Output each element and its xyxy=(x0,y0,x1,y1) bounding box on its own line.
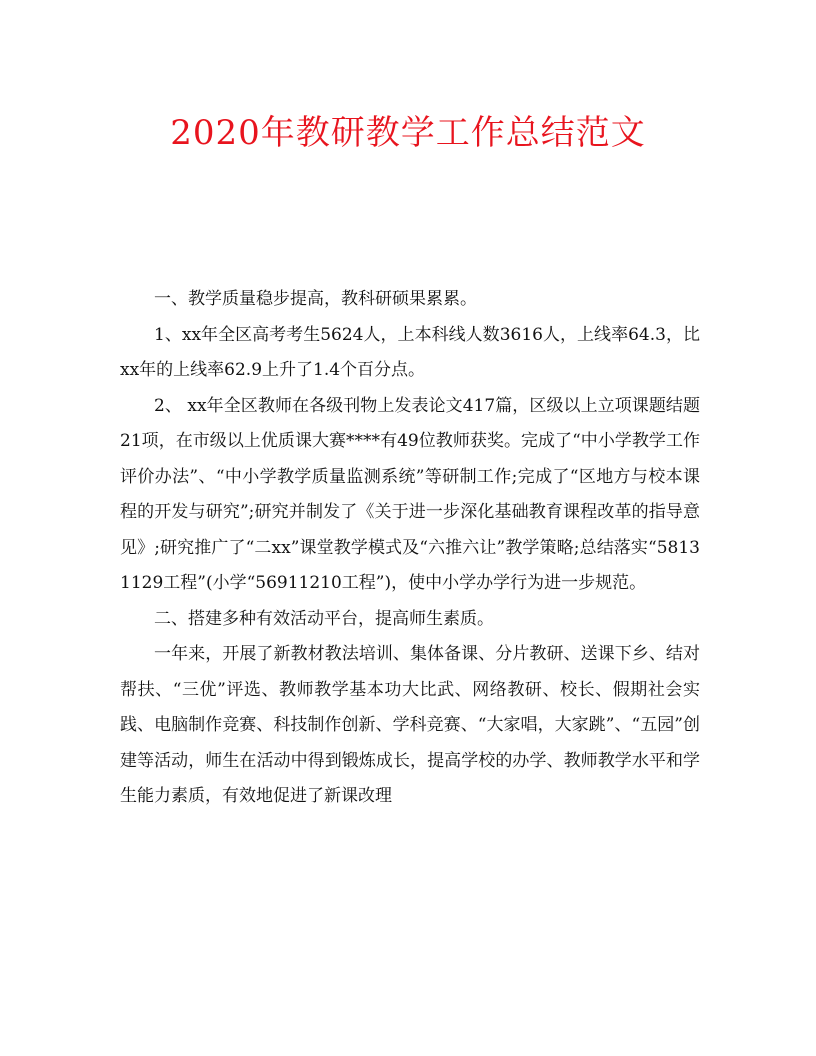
paragraph-exam-statistics: 1、xx年全区高考考生5624人，上本科线人数3616人，上线率64.3，比xx年的上线率62.9上升了1.4个百分点。 xyxy=(120,324,700,380)
paragraph-research-achievements: 2、 xx年全区教师在各级刊物上发表论文417篇，区级以上立项课题结题21项，在市级以上优质课大赛****有49位教师获奖。完成了“中小学教学工作评价办法”、“中小学教学质量监测系统”等研制工作;完成了“区地方与校本课程的开发与研究”;研究并制发了《关于进一步深化基础教育课程改革的指导意见》;研究推广了“二xx”课堂教学模式及“六推六让”教学策略;总结落实“58131129工程”(小学“56911210工程”)，使中小学办学行为进一步规范。 xyxy=(120,395,700,593)
paragraph-section-one-heading: 一、教学质量稳步提高，教科研硕果累累。 xyxy=(154,289,477,309)
document-body xyxy=(120,282,700,815)
document-title: 2020年教研教学工作总结范文 xyxy=(170,113,646,153)
paragraph-activities: 一年来，开展了新教材教法培训、集体备课、分片教研、送课下乡、结对帮扶、“三优”评选、教师教学基本功大比武、网络教研、校长、假期社会实践、电脑制作竞赛、科技制作创新、学科竞赛、“大家唱，大家跳”、“五园”创建等活动，师生在活动中得到锻炼成长，提高学校的办学、教师教学水平和学生能力素质，有效地促进了新课改理 xyxy=(120,644,700,806)
paragraph-section-two-heading: 二、搭建多种有效活动平台，提高师生素质。 xyxy=(154,608,494,629)
